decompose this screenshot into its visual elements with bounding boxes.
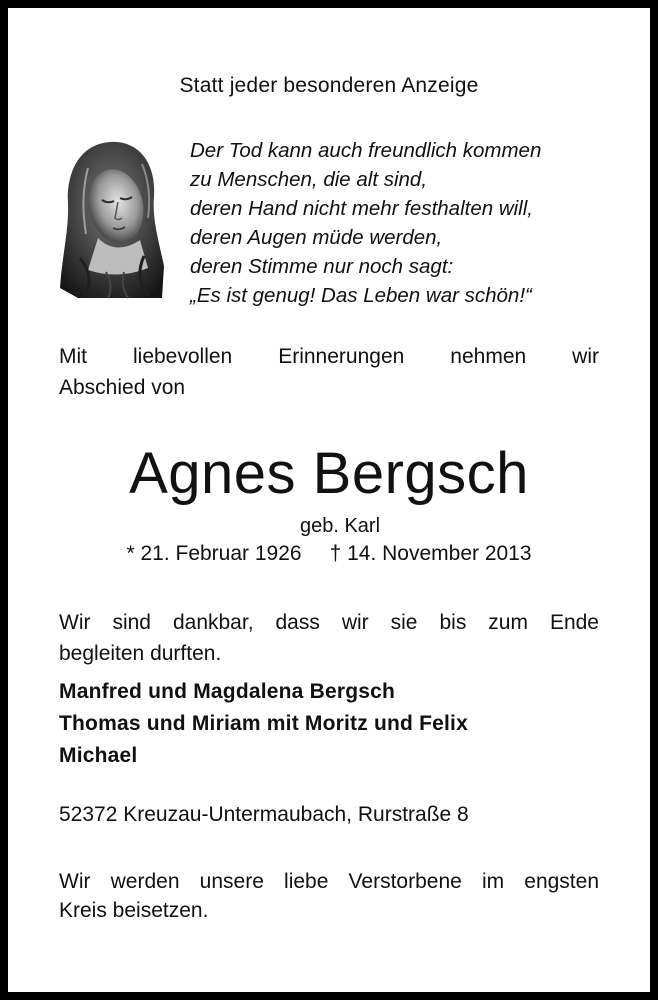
thanks-line: begleiten durften. [59,642,222,665]
mourner-line: Manfred und Magdalena Bergsch [59,680,396,703]
mourner-line: Thomas und Miriam mit Moritz und Felix [59,712,468,735]
birth-date: * 21. Februar 1926 [126,542,302,565]
life-dates [0,542,658,566]
poem-line: „Es ist genug! Das Leben war schön!“ [190,284,532,307]
address: 52372 Kreuzau-Untermaubach, Rurstraße 8 [59,803,469,826]
poem-line: zu Menschen, die alt sind, [190,168,428,191]
closing-line: Kreis beisetzen. [59,899,209,922]
poem-line: deren Hand nicht mehr festhalten will, [190,197,533,220]
mourner-line: Michael [59,744,138,767]
thanks-line: Wir sind dankbar, dass wir sie bis zum Ende [59,611,599,634]
notice-header: Statt jeder besonderen Anzeige [179,74,479,97]
farewell-intro [59,341,599,403]
thanks-text [59,607,599,669]
intro-line: Mit liebevollen Erinnerungen nehmen wir [59,345,599,368]
madonna-portrait-icon [58,138,166,300]
deceased-name: Agnes Bergsch [129,441,529,506]
intro-line: Abschied von [59,376,186,399]
birth-name: geb. Karl [299,515,381,537]
poem-quote [190,136,541,310]
death-date: † 14. November 2013 [329,542,532,565]
poem-line: Der Tod kann auch freundlich kommen [190,139,542,162]
mourners-list [59,676,468,772]
poem-line: deren Augen müde werden, [190,226,443,249]
closing-line: Wir werden unsere liebe Verstorbene im engsten [59,870,599,893]
closing-note [59,867,599,925]
poem-line: deren Stimme nur noch sagt: [190,255,454,278]
